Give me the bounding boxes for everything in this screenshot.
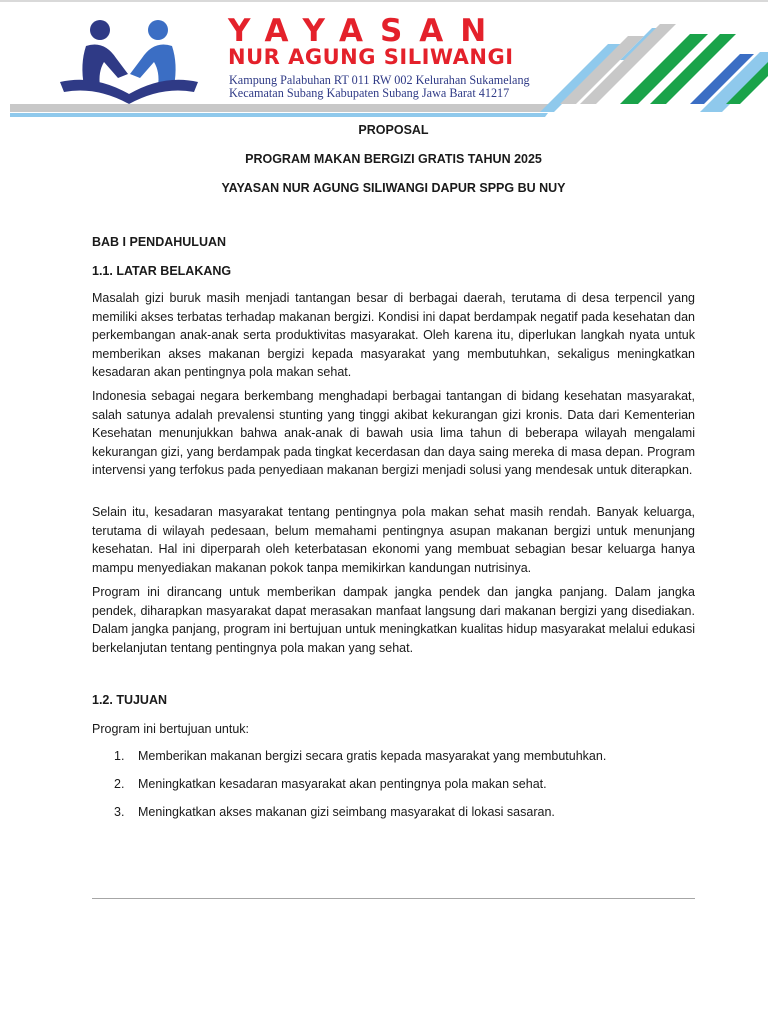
- org-subname: NUR AGUNG SILIWANGI: [228, 45, 514, 69]
- foundation-logo: [54, 16, 204, 104]
- footer-divider: [92, 898, 695, 899]
- list-item-number: 3.: [114, 805, 125, 819]
- list-item-text: Meningkatkan akses makanan gizi seimbang masyarakat di lokasi sasaran.: [138, 805, 555, 819]
- chapter-heading: BAB I PENDAHULUAN: [92, 235, 227, 249]
- section-heading-latar-belakang: 1.1. LATAR BELAKANG: [92, 264, 232, 278]
- section-heading-tujuan: 1.2. TUJUAN: [92, 693, 168, 707]
- goals-intro: Program ini bertujuan untuk:: [92, 722, 250, 736]
- doc-title-program: PROGRAM MAKAN BERGIZI GRATIS TAHUN 2025: [245, 152, 542, 166]
- doc-title-foundation: YAYASAN NUR AGUNG SILIWANGI DAPUR SPPG BU NUY: [221, 181, 566, 195]
- paragraph-1: Masalah gizi buruk masih menjadi tantangan besar di berbagai daerah, terutama di desa terpencil yang memiliki akses terbatas terhadap makanan bergizi. Kondisi ini dapat berdampak negatif pada kesehatan dan perkembangan anak-anak serta produktivitas masyarakat. Oleh karena itu, diperlukan langkah nyata untuk memberikan akses makanan bergizi kepada masyarakat yang membutuhkan, sekaligus meningkatkan kesadaran akan pentingnya pola makan sehat.: [92, 291, 695, 379]
- list-item-text: Memberikan makanan bergizi secara gratis kepada masyarakat yang membutuhkan.: [138, 749, 607, 763]
- doc-title-proposal: PROPOSAL: [358, 123, 429, 137]
- paragraph-2: Indonesia sebagai negara berkembang menghadapi berbagai tantangan di bidang kesehatan masyarakat, salah satunya adalah prevalensi stunting yang tinggi akibat kekurangan gizi kronis. Data dari Kementerian Kesehatan menunjukkan bahwa anak-anak di bawah usia lima tahun di beberapa wilayah mengalami kekurangan gizi, yang berdampak pada tingkat kecerdasan dan daya saing mereka di masa depan. Program intervensi yang terfokus pada penyediaan makanan bergizi menjadi solusi yang mendesak untuk diterapkan.: [92, 389, 695, 477]
- paragraph-4: Program ini dirancang untuk memberikan dampak jangka pendek dan jangka panjang. Dalam jangka pendek, diharapkan masyarakat dapat merasakan manfaat langsung dari makanan bergizi yang disediakan. Dalam jangka panjang, program ini bertujuan untuk meningkatkan kualitas hidup masyarakat melalui edukasi berkelanjutan tentang pentingnya pola makan yang sehat.: [92, 585, 695, 655]
- org-name: YAYASAN: [228, 13, 504, 49]
- list-item-number: 2.: [114, 777, 125, 791]
- list-item-text: Meningkatkan kesadaran masyarakat akan pentingnya pola makan sehat.: [138, 777, 547, 791]
- address-line-2: Kecamatan Subang Kabupaten Subang Jawa Barat 41217: [229, 86, 510, 100]
- address-line-1: Kampung Palabuhan RT 011 RW 002 Kelurahan Sukamelang: [229, 73, 530, 87]
- list-item-number: 1.: [114, 749, 125, 763]
- paragraph-3: Selain itu, kesadaran masyarakat tentang pentingnya pola makan sehat masih rendah. Banyak keluarga, terutama di wilayah pedesaan, belum memahami pentingnya asupan makanan bergizi untuk menunjang kesehatan. Hal ini diperparah oleh keterbatasan ekonomi yang membuat sebagian besar keluarga hanya mampu menyediakan makanan pokok tanpa memikirkan kandungan nutrisinya.: [92, 505, 695, 575]
- letterhead: [0, 0, 768, 122]
